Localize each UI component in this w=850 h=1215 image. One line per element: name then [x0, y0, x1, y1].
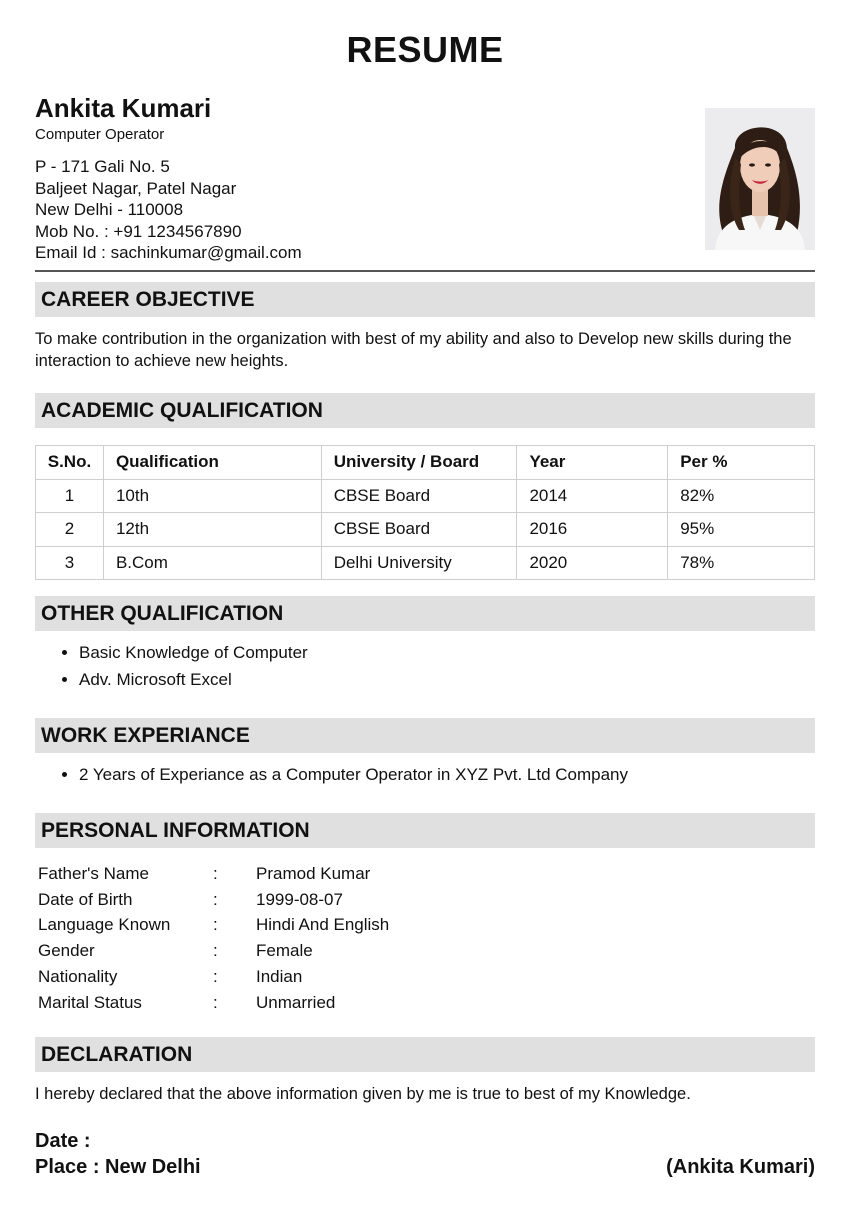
personal-info-label: Father's Name [38, 864, 149, 883]
table-cell: 2020 [517, 546, 668, 580]
personal-info-row [38, 887, 389, 913]
table-cell: 82% [668, 479, 815, 513]
date-label: Date : [35, 1130, 91, 1152]
personal-information-list [38, 861, 389, 1015]
section-other-qualification: OTHER QUALIFICATION [35, 596, 815, 631]
table-cell: 1 [36, 479, 104, 513]
table-cell: 2014 [517, 479, 668, 513]
column-header: Year [517, 446, 668, 480]
personal-info-label: Marital Status [38, 992, 142, 1012]
email-address: Email Id : sachinkumar@gmail.com [35, 243, 302, 262]
personal-info-separator: : [213, 941, 218, 961]
personal-info-value: Female [256, 941, 313, 961]
academic-table [35, 445, 815, 580]
declaration-text: I hereby declared that the above information given by me is true to best of my Knowledge. [35, 1085, 691, 1103]
contact-address [35, 156, 302, 264]
table-cell: CBSE Board [321, 479, 517, 513]
table-cell: Delhi University [321, 546, 517, 580]
address-line-3: New Delhi - 110008 [35, 200, 184, 219]
personal-info-row [38, 861, 389, 887]
personal-info-separator: : [213, 915, 218, 935]
personal-info-value: Unmarried [256, 992, 336, 1012]
table-cell: 2 [36, 513, 104, 547]
personal-info-separator: : [213, 992, 218, 1012]
section-academic-qualification: ACADEMIC QUALIFICATION [35, 393, 815, 428]
table-cell: 95% [668, 513, 815, 547]
career-objective-text: To make contribution in the organization with best of my ability and also to Develop new skills during the interaction to achieve new heights. [35, 330, 792, 370]
section-declaration: DECLARATION [35, 1037, 815, 1072]
personal-info-value: 1999-08-07 [256, 889, 343, 909]
personal-info-label: Nationality [38, 966, 118, 986]
column-header: Per % [668, 446, 815, 480]
candidate-name: Ankita Kumari [35, 93, 212, 123]
place-label: Place : New Delhi [35, 1156, 201, 1178]
table-row [36, 513, 815, 547]
personal-info-row [38, 912, 389, 938]
column-header: University / Board [321, 446, 517, 480]
personal-info-separator: : [213, 966, 218, 986]
resume-page [35, 0, 815, 1215]
document-title: RESUME [346, 29, 504, 70]
personal-info-value: Pramod Kumar [256, 864, 371, 883]
personal-info-row [38, 938, 389, 964]
table-cell: B.Com [103, 546, 321, 580]
column-header: S.No. [36, 446, 104, 480]
table-row [36, 546, 815, 580]
other-qualification-list [35, 640, 308, 693]
list-item: • Basic Knowledge of Computer [79, 640, 308, 667]
profile-photo [705, 108, 815, 250]
table-cell: 78% [668, 546, 815, 580]
section-work-experience: WORK EXPERIANCE [35, 718, 815, 753]
table-cell: 10th [103, 479, 321, 513]
table-cell: CBSE Board [321, 513, 517, 547]
profile-photo-image [705, 108, 815, 250]
personal-info-row [38, 990, 389, 1016]
personal-info-separator: : [213, 864, 218, 883]
personal-info-row [38, 964, 389, 990]
section-career-objective: CAREER OBJECTIVE [35, 282, 815, 317]
personal-info-separator: : [213, 889, 218, 909]
list-item: • Adv. Microsoft Excel [79, 667, 308, 694]
personal-info-label: Gender [38, 941, 95, 961]
personal-info-value: Hindi And English [256, 915, 390, 935]
column-header: Qualification [103, 446, 321, 480]
address-line-2: Baljeet Nagar, Patel Nagar [35, 178, 237, 198]
address-line-1: P - 171 Gali No. 5 [35, 157, 170, 176]
table-cell: 12th [103, 513, 321, 547]
list-item: • 2 Years of Experiance as a Computer Operator in XYZ Pvt. Ltd Company [79, 762, 628, 789]
table-header-row [36, 446, 815, 480]
personal-info-label: Date of Birth [38, 889, 133, 909]
table-cell: 3 [36, 546, 104, 580]
personal-info-value: Indian [256, 966, 303, 986]
table-cell: 2016 [517, 513, 668, 547]
candidate-profession: Computer Operator [35, 126, 165, 143]
signature-name: (Ankita Kumari) [666, 1156, 815, 1178]
section-personal-information: PERSONAL INFORMATION [35, 813, 815, 848]
header-divider [35, 270, 815, 272]
work-experience-list [35, 762, 628, 789]
mobile-number: Mob No. : +91 1234567890 [35, 221, 242, 241]
table-row [36, 479, 815, 513]
personal-info-label: Language Known [38, 915, 171, 935]
